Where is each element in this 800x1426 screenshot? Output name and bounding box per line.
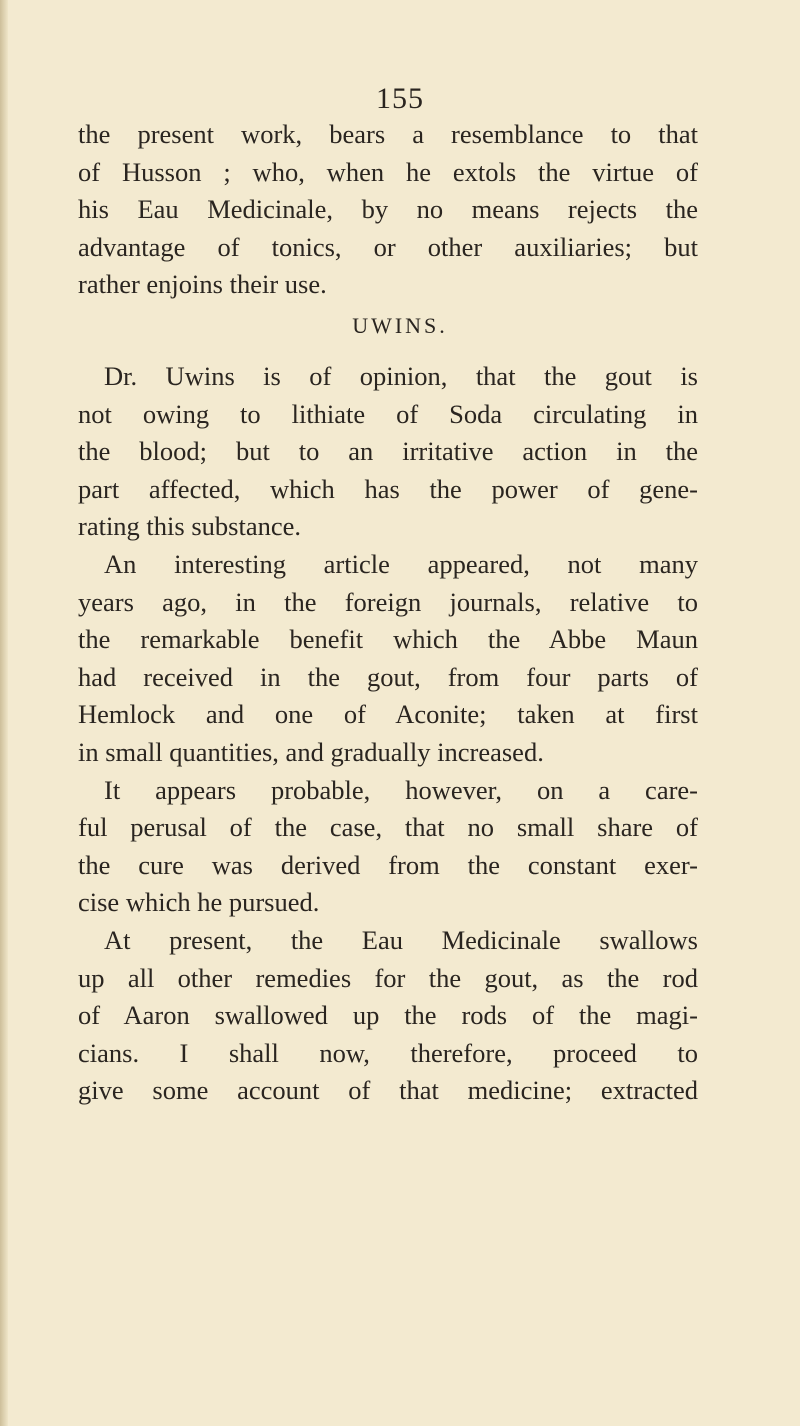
text-line: of Husson ; who, when he extols the virtue of — [78, 156, 698, 187]
text-line: the cure was derived from the constant exer- — [78, 849, 698, 880]
text-line: cise which he pursued. — [78, 887, 320, 918]
text-line: An interesting article appeared, not many — [104, 548, 698, 579]
text-line: Hemlock and one of Aconite; taken at first — [78, 699, 698, 730]
text-line: the blood; but to an irritative action in the — [78, 436, 698, 467]
text-line: not owing to lithiate of Soda circulating in — [78, 398, 698, 429]
page-edge — [0, 0, 8, 1426]
text-line: ful perusal of the case, that no small share of — [78, 812, 698, 843]
text-line: Dr. Uwins is of opinion, that the gout is — [104, 361, 698, 391]
text-line: the remarkable benefit which the Abbe Maun — [78, 624, 698, 655]
text-line: of Aaron swallowed up the rods of the magi- — [78, 1000, 698, 1031]
text-line: It appears probable, however, on a care- — [104, 774, 698, 805]
text-line: cians. I shall now, therefore, proceed to — [78, 1037, 698, 1068]
text-line: up all other remedies for the gout, as the rod — [78, 962, 698, 993]
text-line: advantage of tonics, or other auxiliaries; but — [78, 231, 698, 262]
text-line: in small quantities, and gradually increased. — [78, 736, 544, 767]
paragraph-2 — [78, 358, 698, 1110]
text-line: had received in the gout, from four parts of — [78, 661, 698, 692]
text-line: part affected, which has the power of gene- — [78, 473, 698, 504]
text-line: years ago, in the foreign journals, relative to — [78, 586, 698, 617]
section-heading: UWINS. — [352, 313, 448, 338]
paragraph-1 — [78, 116, 698, 304]
text-line: the present work, bears a resemblance to that — [78, 119, 698, 149]
text-line: give some account of that medicine; extracted — [78, 1075, 698, 1106]
text-line: his Eau Medicinale, by no means rejects the — [78, 194, 698, 225]
text-line: rather enjoins their use. — [78, 269, 327, 300]
text-line: rating this substance. — [78, 511, 301, 542]
text-line: At present, the Eau Medicinale swallows — [104, 924, 698, 955]
page-number: 155 — [376, 82, 424, 115]
